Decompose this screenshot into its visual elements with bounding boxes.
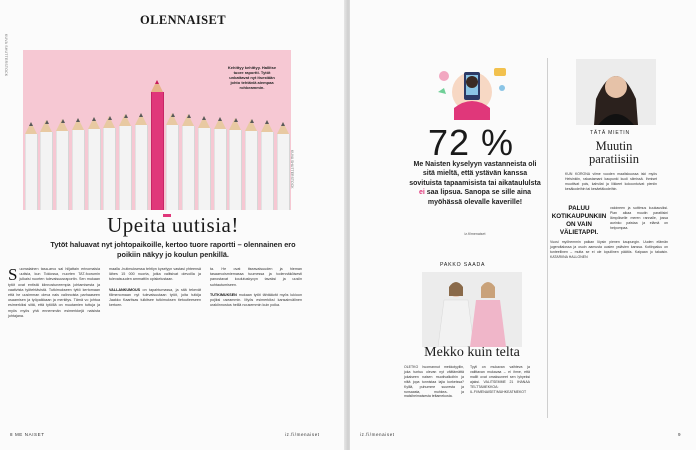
article-lead: Tytöt haluavat nyt johtopaikoille, kertoo tuore raportti – olennainen ero poikiin näkyy jo koulun penkillä. xyxy=(50,240,296,259)
column-text: mukaan tytöt tähtäävät myös lukioon pojiksi useammin. Myös esimerkiksi kansainvälinen urakiinnostus heillä nousemmin kuin poika. xyxy=(210,293,302,308)
white-pencil xyxy=(261,118,274,210)
folio-right: 9 xyxy=(678,432,682,437)
paragraph-lead-in: VALLANKUMOUS xyxy=(109,287,141,292)
portrait-label: TÄTÄ MIETIN xyxy=(590,130,630,136)
white-pencil xyxy=(103,114,116,210)
article-column-1 xyxy=(8,267,100,319)
column-text: maalla -hutimuksessa tehtiyn kyselyyn vastasi yhteensä lähes 15 000 nuorta, jotka valitsivat olevoilla ja tulevaisuuden ammattiin opiskelustaan. xyxy=(109,267,201,282)
white-pencil xyxy=(214,115,227,210)
photo-caption: Kehittyy kehittyy. Hallitse tuore raportti. Tytöt unkattavat nyt itsestään johto tehtäviä aiempaa rohkeammin. xyxy=(227,65,277,90)
white-pencil xyxy=(198,114,211,210)
article-column-2 xyxy=(109,267,201,319)
pink-pencil xyxy=(151,78,164,210)
pull-quote: PALUU KOTIKAUPUNKIIN ON VAIN VÄLIETAPPI. xyxy=(551,205,607,236)
statistic-text xyxy=(408,160,542,207)
white-pencil xyxy=(25,120,38,210)
section-title: OLENNAISET xyxy=(140,13,226,27)
white-pencil xyxy=(88,115,101,210)
portrait-title: Muutin paratiisiin xyxy=(589,139,639,166)
portrait-column-3: Vuosi myöhemmin paikan löysin pienen kaupungin. Uuden elämän jugendtalossa ja osuin aamusta uusien ystävien kanssa. Kotiinpaluu on tunteellinen – mutta se ei ole lopullinen päätös. Kaipaan jo takaisin. KATARIINA HALLONEN xyxy=(550,240,668,259)
folio-url: iz.fi/menaiset xyxy=(285,432,320,437)
photo-credit: KUVA SHUTTERSTOCK xyxy=(290,150,294,189)
phone-illustration xyxy=(424,58,520,120)
two-women-photo xyxy=(422,272,522,347)
author-portrait xyxy=(576,59,656,125)
statistic-percent: 72 % xyxy=(428,122,515,163)
duo-column-1: OLETKO huomannut mekkotyyliin, joka tuntuu olevan nyt väittämättä jokaiseen naisen muotivalkoihin ja niitä jopa tunnistaa lajia korkeissa? Kylllä, puhumme suuresta ja runsaasta, muhkea- ja malsiheimaisesta teltamekosta. xyxy=(404,365,464,399)
white-pencil xyxy=(229,116,242,210)
portrait-column-1: KUN KORONA viime vuoden maaliskuussa iski myös Helsinkiin, rakastamani kaupunki kuoli silmissä. Ihmiset muuttivat pois, kahvilat ja liikkeet kokoontuivat pieniin kesäkodeihin tai kesäetäkodeihin. xyxy=(565,172,657,191)
white-pencil xyxy=(119,112,132,210)
duo-title: Mekko kuin telta xyxy=(424,345,520,360)
column-divider xyxy=(547,58,548,418)
article-columns xyxy=(8,267,302,319)
statistic-highlight: ei xyxy=(418,189,425,197)
column-text: ta. He ovat itseavaisuuden ja hieman tasaarvoismiemassa tuumessa ja todennäköisesti panostavat koulutuskyvyn tavaksi ja uusiin suhtautumiseen. xyxy=(210,267,302,287)
white-pencil xyxy=(135,111,148,210)
column-text: uomalainen tasa-arvo sai hiljattain erinomaisia uutisia, kun Tokiossa, nuorten TAT-foorumin julkaisi nuorten tulevaisuusraportin. Sen mukaan tytöt ovat entistä kiinnostuneempia johtamisesta ja vaativista työtehtävistä. Tutkimukseen tyttö kertomaan että he uusimman oleva nais valinnoista parhaaseen osaamisen ja työpaikkaan ja merkitys. Tämä vo johtua esimerkiksi siitä, että tytöillä on muutamien tuttuja ja myös myös yhä ennemmän esimerkkejä naisista johtajana. xyxy=(8,267,100,318)
white-pencil xyxy=(277,120,290,210)
white-pencil xyxy=(166,111,179,210)
portrait-column-2: valoineen ja suttimus kuukausiksi. Pian aikaa muutin paratiisini lämpöiselle meren rannalle, jossa aurinko paistaa ja elämä on helpompaa. xyxy=(610,206,668,230)
duo-column-2: Tyyli on mukavan vaihteva ja valittavan mukavaa – ei ihme, että mallit ovat omaksuneet sen lyhyeksi ajaksi. VALITSEMME 21 IHANAA TELTTAMEKKOA: IL.FI/MENAISET/MUHKEATMEKOT xyxy=(470,365,530,394)
duo-columns xyxy=(404,365,530,399)
white-pencil xyxy=(56,117,69,210)
dropcap: S xyxy=(8,265,18,284)
white-pencil xyxy=(40,118,53,210)
white-pencil xyxy=(182,112,195,210)
folio-url-right: iz.fi/menaiset xyxy=(360,432,395,437)
left-page xyxy=(0,0,346,450)
folio-left: 8 ME NAISET xyxy=(10,432,45,437)
column-text: on tapahtumassa, ja sitä tekevät tilimenomaan nyt tulevaisuutaan tytöt, joita tutkija Jaakko Kaaritsas tulkitsee tutkimuksen tietoutieeseen kertoen. xyxy=(109,287,202,308)
article-column-3 xyxy=(210,267,302,319)
white-pencil xyxy=(245,117,258,210)
article-headline: Upeita uutisia! xyxy=(107,213,239,237)
pakko-label: PAKKO SAADA xyxy=(440,262,486,268)
statistic-source: iz.fi/menaiset xyxy=(464,232,486,236)
white-pencil xyxy=(72,116,85,210)
statistic-text-part2: saa lipsua. Sanopa se sille aina myöhässä olevalle kaverille! xyxy=(426,189,532,206)
vertical-credit-strip: KUVA SHUTTERSTOCK xyxy=(4,34,8,77)
right-page xyxy=(350,0,696,450)
paragraph-lead-in: TUTKIMUKSEN xyxy=(210,293,237,298)
statistic-text-part1: Me Naisten kyselyyn vastanneista oli sitä mieltä, että ystävän kanssa sovituista tapaamisista tai aikataululsta xyxy=(409,161,541,187)
